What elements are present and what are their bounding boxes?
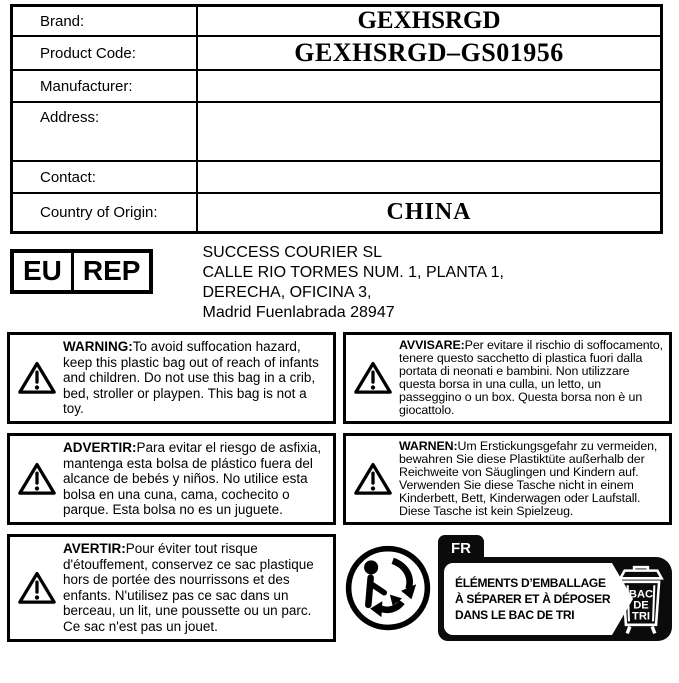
product-code-label: Product Code: [13,37,198,69]
info-tri-badge-body [438,557,672,641]
eu-rep-address-line: Madrid Fuenlabrada 28947 [202,304,395,321]
info-tri-line: ÉLÉMENTS D’EMBALLAGE [455,575,606,590]
warning-body: Per evitare il rischio di soffocamento, tenere questo sacchetto di plastica fuori dalla portata di neonati e bambini. Non utilizzare questa borsa in una culla, un letto, un passeggino o un box. Questa borsa non è un giocattolo. [399,338,663,417]
contact-label: Contact: [13,162,198,192]
eu-rep-address-line: CALLE RIO TORMES NUM. 1, PLANTA 1, [202,264,504,281]
eu-rep-badge-eu: EU [14,253,74,290]
table-row-country-of-origin [13,192,660,231]
eu-rep-address-line: DERECHA, OFICINA 3, [202,284,372,301]
info-tri-text [444,563,612,635]
warning-box-spanish [7,433,336,525]
bin-text-line: TRI [632,610,650,623]
table-row-manufacturer [13,69,660,101]
sorting-bin-icon [615,562,667,636]
warning-triangle-icon [353,360,393,396]
table-row-product-code [13,35,660,69]
info-tri-line: DANS LE BAC DE TRI [455,607,575,622]
warning-body: To avoid suffocation hazard, keep this plastic bag out of reach of infants and children. Do not use this bag in a crib, bed, stroller or playpen. This bag is not a toy. [63,339,319,417]
warning-title: WARNING: [63,339,133,354]
table-row-brand [13,7,660,35]
warning-title: AVVISARE: [399,338,465,353]
eu-rep-address [202,241,503,323]
warning-triangle-icon [353,461,393,497]
warning-box-english [7,332,336,424]
brand-value: GEXHSRGD [357,7,501,34]
warning-text-german [399,440,664,517]
warning-triangle-icon [17,461,57,497]
recycling-section [343,534,672,642]
warning-body: Pour éviter tout risque d'étouffement, conservez ce sac plastique hors de portée des nourrissons et des enfants. N'utilisez pas ce sac dans un berceau, un lit, une poussette ou un parc. Ce sac n'est pas un jouet. [63,540,314,634]
eu-rep-badge [10,249,153,294]
table-row-address [13,101,660,160]
manufacturer-value [198,71,660,101]
manufacturer-label: Manufacturer: [13,71,198,101]
eu-rep-address-line: SUCCESS COURIER SL [202,244,383,261]
warning-triangle-icon [17,360,57,396]
warning-title: WARNEN: [399,439,458,454]
fr-country-tag: FR [438,535,484,562]
info-tri-line: À SÉPARER ET À DÉPOSER [455,591,611,606]
brand-label: Brand: [13,7,198,35]
warning-box-french [7,534,336,642]
table-row-contact [13,160,660,192]
warning-title: ADVERTIR: [63,439,137,455]
eu-representative-section [10,241,669,323]
warning-text-french [63,541,328,635]
contact-value [198,162,660,192]
product-info-table [10,4,663,234]
info-tri-plate [444,563,633,635]
warning-body: Um Erstickungsgefahr zu vermeiden, bewahren Sie diese Plastiktüte außerhalb der Reichweite von Säuglingen und Kindern auf. Verwenden Sie diese Tasche nicht in einem Kinderbett, Bett, Kinderwagen oder Laufstall. Diese Tasche ist kein Spielzeug. [399,439,658,518]
warning-text-english [63,339,328,417]
info-tri-badge [438,535,672,641]
bin-text-line: BAC [628,587,654,600]
warning-box-italian [343,332,672,424]
country-of-origin-label: Country of Origin: [13,194,198,231]
product-code-value: GEXHSRGD–GS01956 [294,38,564,67]
warning-box-german [343,433,672,525]
eu-rep-badge-rep: REP [82,255,141,286]
country-of-origin-value: CHINA [386,199,472,225]
bin-text-line: DE [633,599,649,612]
address-label: Address: [13,103,198,160]
warning-triangle-icon [17,570,57,606]
warnings-grid [7,332,672,642]
warning-text-italian [399,339,664,416]
warning-body: Para evitar el riesgo de asfixia, mantenga esta bolsa de plástico fuera del alcance de bebés y niños. No utilice esta bolsa en una cuna, cama, cochecito o parque. Esta bolsa no es un juguete. [63,439,322,518]
triman-recycling-icon [343,543,433,633]
address-value [198,103,660,160]
warning-title: AVERTIR: [63,540,126,556]
warning-text-spanish [63,440,328,518]
